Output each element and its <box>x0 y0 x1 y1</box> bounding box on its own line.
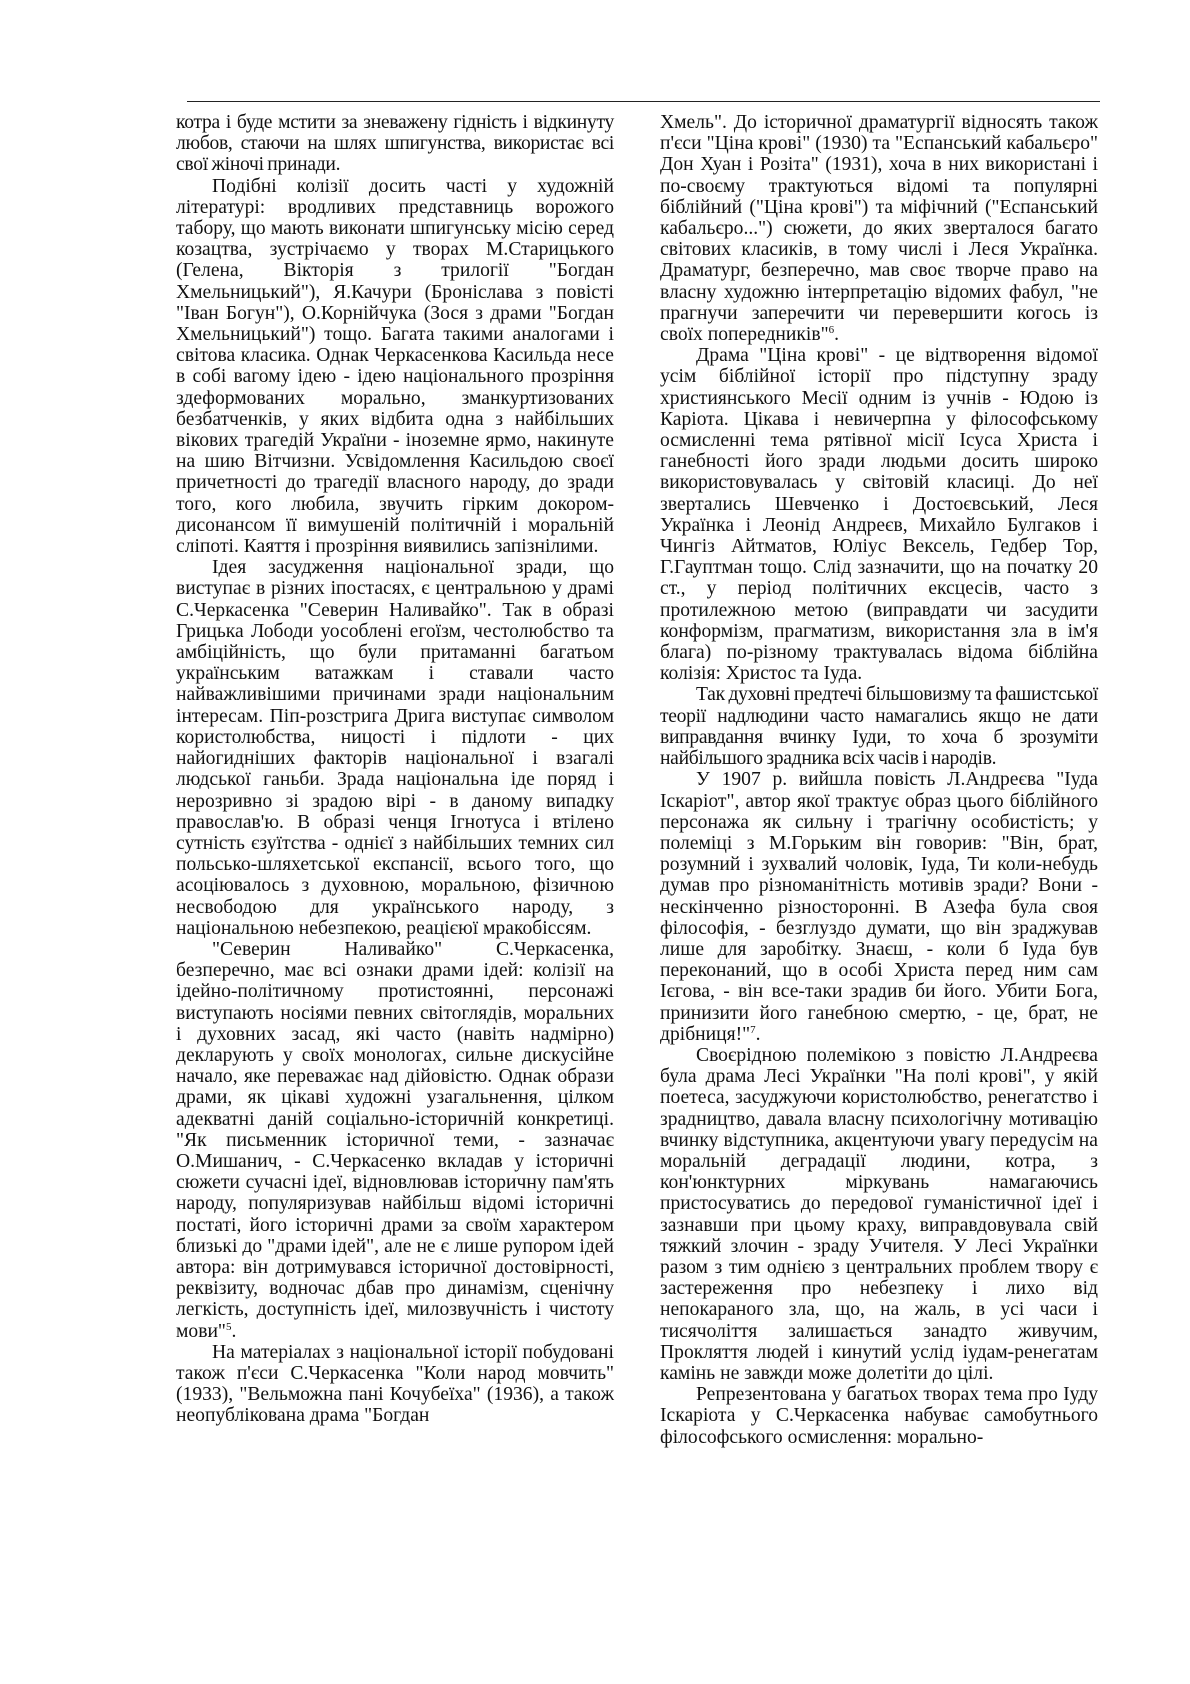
paragraph-text: Драма "Ціна крові" - це відтворення відомої усім біблійної історії про підступну зраду християнського Месії одним із учнів - Юдою із Каріота. Цікава і невичерпна у філософському осмисленні тема рятівної місії Ісуса Христа і ганебності його зради людьми досить широко використовувалась у світовій класиці. До неї звертались Шевченко і Достоєвський, Леся Українка і Леонід Андреєв, Михайло Булгаков і Чингіз Айтматов, Юліус Вексель, Гедбер Тор, Г.Гауптман тощо. Слід зазначити, що на початку 20 ст., у період політичних ексцесів, часто з протилежною метою (виправдати чи засудити конформізм, прагматизм, використання зла в ім'я блага) по-різному трактувалась відома біблійна колізія: Христос та Іуда. <box>660 345 1098 685</box>
paragraph-text: Ідея засудження національної зради, що виступає в різних іпостасях, є центральною у драмі С.Черкасенка "Северин Наливайко". Так в образі Грицька Лободи уособлені егоїзм, честолюбство та амбіційність, що були притаманні багатьом українським ватажкам і ставали часто найважливішими причинами зради національним інтересам. Піп-розстрига Дрига виступає символом користолюбства, ницості і підлоти - цих найогидніших факторів національної і взагалі людської ганьби. Зрада національна іде поряд і нерозривно зі зрадою вірі - в даному випадку православ'ю. В образі ченця Ігнотуса і втілено сутність єзуїтства - однієї з найбільших темних сил польсько-шляхетської експансії, всього того, що асоціювалось з духовною, моральною, фізичною несвободою для українського народу, з національною небезпекою, реацієюї мракобіссям. <box>176 557 614 939</box>
paragraph-end: . <box>755 1023 761 1045</box>
right-paragraph <box>660 345 1098 684</box>
paragraph-end: . <box>834 324 840 346</box>
left-paragraph <box>176 176 614 558</box>
paragraph-text: На матеріалах з національної історії побудовані також п'єси С.Черкасенка "Коли народ мовчить" (1933), "Вельможна пані Кочубеїха" (1936), а також неопублікована драма "Богдан <box>176 1341 614 1427</box>
paragraph-end: . <box>231 1320 237 1342</box>
footnote-marker: 5 <box>225 1320 232 1333</box>
paragraph-text: У 1907 р. вийшла повість Л.Андреєва "Іуда Іскаріот", автор якої трактує образ цього біблійного персонажа як сильну і трагічну особистість; у полеміці з М.Горьким він говорив: "Він, брат, розумний і зухвалий чоловік, Іуда, Ти коли-небудь думав про різноманітність мотивів зради? Вони - нескінченно різносторонні. В Азефа була своя філософія, - безглуздо думати, що він зраджував лише для заробітку. Знаєш, - коли б Іуда був переконаний, що в особі Христа перед ним сам Ієгова, - він все-таки зрадив би його. Убити Бога, принизити його ганебною смертю, - це, брат, не дрібниця!" <box>660 769 1098 1045</box>
right-paragraph <box>660 684 1098 769</box>
left-paragraph <box>176 1342 614 1427</box>
footnote-marker: 6 <box>828 324 835 337</box>
right-paragraph <box>660 1384 1098 1448</box>
left-column <box>176 112 614 1427</box>
left-paragraph <box>176 939 614 1342</box>
right-paragraph <box>660 1045 1098 1384</box>
right-paragraph <box>660 769 1098 1045</box>
right-paragraph <box>660 112 1098 345</box>
paragraph-text: Хмель". До історичної драматургії відносять також п'єси "Ціна крові" (1930) та "Еспанський кабальєро" Дон Хуан і Розіта" (1931), хоча в них використані і по-своєму трактуються відомі та популярні біблійний ("Ціна крові") та міфічний ("Еспанський кабальєро...") сюжети, до яких зверталося багато світових класиків, в тому числі і Леся Українка. Драматург, безперечно, мав своє творче право на власну художню інтерпретацію відомих фабул, "не прагнучи заперечити чи перевершити когось із своїх попередників" <box>660 112 1098 346</box>
footnote-marker: 7 <box>750 1023 756 1036</box>
left-paragraph <box>176 557 614 939</box>
paragraph-text: Подібні колізії досить часті у художній літературі: вродливих представниць ворожого табору, що мають виконати шпигунську місію серед козацтва, зустрічаємо у творах М.Старицького (Гелена, Вікторія з трилогії "Богдан Хмельницький"), Я.Качури (Броніслава з повісті "Іван Богун"), О.Корнійчука (Зося з драми "Богдан Хмельницький") тощо. Багата такими аналогами і світова класика. Однак Черкасенкова Касильда несе в собі вагому ідею - ідею національного прозріння здеформованих морально, зманкуртизованих безбатченків, у яких відбита одна з найбільших вікових трагедій України - іноземне ярмо, накинуте на шию Вітчизни. Усвідомлення Касильдою своєї причетності до трагедії власного народу, до зради того, кого любила, звучить гірким докором-дисонансом її вимушеній політичній і моральній сліпоті. Каяття і прозріння виявились запізнілими. <box>176 175 614 558</box>
header-rule <box>187 101 1100 102</box>
left-paragraph <box>176 112 614 176</box>
paragraph-text: котра і буде мстити за зневажену гідність і відкинуту любов, стаючи на шлях шпигунства, використає всі свої жіночі принади. <box>176 112 614 176</box>
paragraph-text: Так духовні предтечі більшовизму та фашистської теорії надлюдини часто намагались якщо не дати виправдання вчинку Іуди, то хоча б зрозуміти найбільшого зрадника всіх часів і народів. <box>660 684 1098 770</box>
right-column <box>660 112 1098 1448</box>
paragraph-text: Репрезентована у багатьох творах тема про Іуду Іскаріота у С.Черкасенка набуває самобутнього філософського осмислення: морально- <box>660 1384 1098 1448</box>
paragraph-text: "Северин Наливайко" С.Черкасенка, безперечно, має всі ознаки драми ідей: колізії на ідейно-політичному протистоянні, персонажі виступають носіями певних світоглядів, моральних і духовних засад, які часто (навіть надмірно) декларують у своїх монологах, сильне дискусійне начало, яке переважає над дійовістю. Однак образи драми, як цікаві художні узагальнення, цілком адекватні даній соціально-історичній конкретиці. "Як письменник історичної теми, - зазначає О.Мишанич, - С.Черкасенко вкладав у історичні сюжети сучасні ідеї, відновлював історичну пам'ять народу, популяризував найбільш відомі історичні постаті, його історичні драми за своїм характером близькі до "драми ідей", але не є лише рупором ідей автора: він дотримувався історичної достовірності, реквізиту, водночас дбав про динамізм, сценічну легкість, доступність ідеї, милозвучність і чистоту мови" <box>176 938 614 1342</box>
paragraph-text: Своєрідною полемікою з повістю Л.Андреєва була драма Лесі Українки "На полі крові", у якій поетеса, засуджуючи користолюбство, ренегатство і зрадництво, давала власну психологічну мотивацію вчинку відступника, акцентуючи увагу передусім на моральній деградації людини, котра, з кон'юнктурних міркувань намагаючись пристосуватись до передової гуманістичної ідеї і зазнавши при цьому краху, виправдовувала свій тяжкий злочин - зраду Учителя. У Лесі Українки разом з тим однією з центральних проблем твору є застереження про небезпеку і лихо від непокараного зла, що, на жаль, в усі часи і тисячоліття залишається занадто живучим, Прокляття людей і кинутий услід іудам-ренегатам камінь не завжди може долетіти до цілі. <box>660 1044 1098 1384</box>
